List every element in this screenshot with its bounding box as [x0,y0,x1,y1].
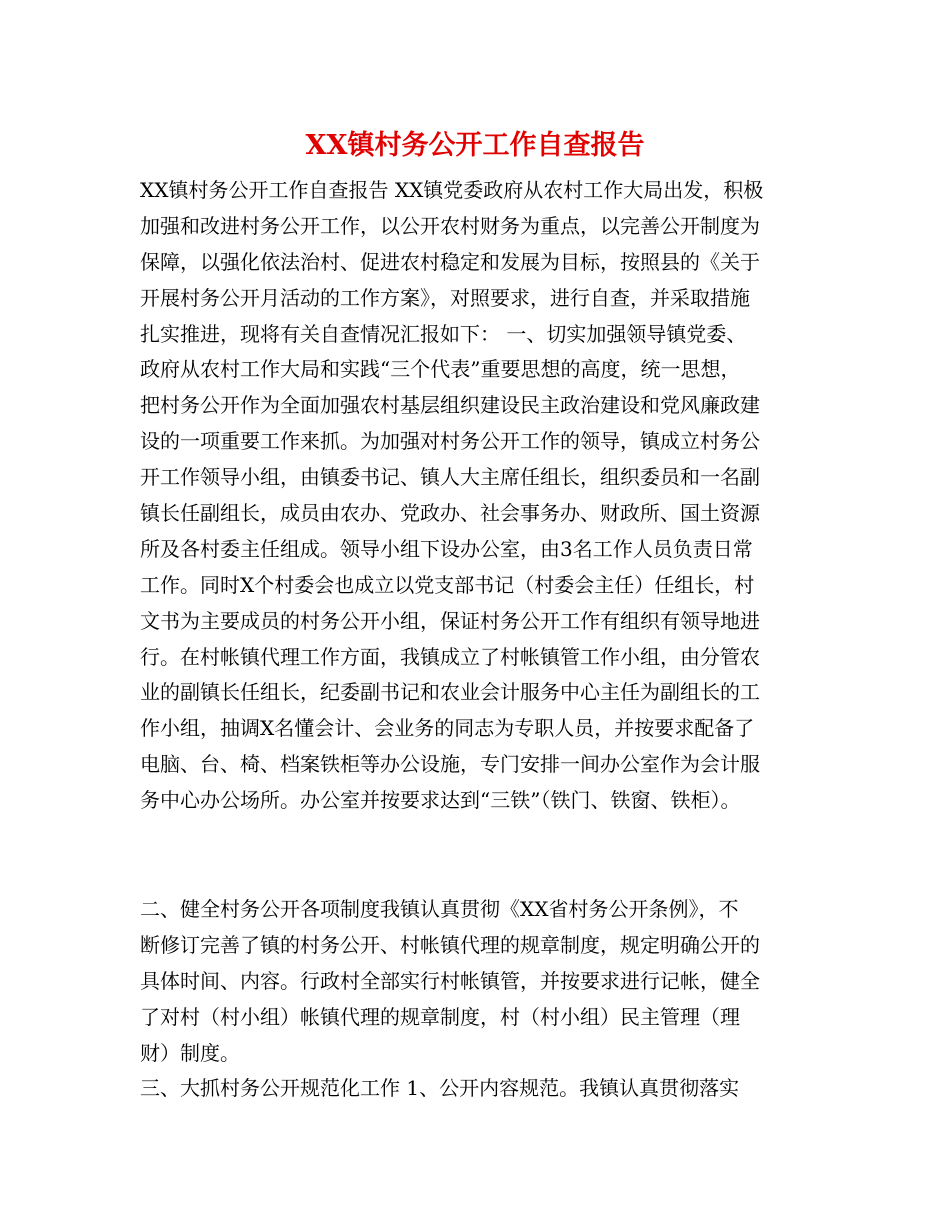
text-line: 工作。同时X个村委会也成立以党支部书记（村委会主任）任组长，村 [140,572,755,597]
text-line: 三、大抓村务公开规范化工作 1、公开内容规范。我镇认真贯彻落实 [140,1076,740,1101]
text-line: 行。在村帐镇代理工作方面，我镇成立了村帐镇管工作小组，由分管农 [140,644,760,669]
text-line: 加强和改进村务公开工作，以公开农村财务为重点，以完善公开制度为 [140,213,760,238]
text-line: 镇长任副组长，成员由农办、党政办、社会事务办、财政所、国土资源 [140,501,760,526]
text-line: 作小组，抽调X名懂会计、会业务的同志为专职人员，并按要求配备了 [140,716,755,741]
text-line: 设的一项重要工作来抓。为加强对村务公开工作的领导，镇成立村务公 [140,429,760,454]
text-line: 断修订完善了镇的村务公开、村帐镇代理的规章制度，规定明确公开的 [140,932,760,957]
text-line: 所及各村委主任组成。领导小组下设办公室，由3名工作人员负责日常 [140,536,753,561]
text-line: 政府从农村工作大局和实践“三个代表”重要思想的高度，统一思想， [140,357,741,382]
text-line: 开展村务公开月活动的工作方案》，对照要求，进行自查，并采取措施 [140,285,750,310]
text-line: 务中心办公场所。办公室并按要求达到“三铁”（铁门、铁窗、铁柜）。 [140,788,741,813]
text-line: 了对村（村小组）帐镇代理的规章制度，村（村小组）民主管理（理 [140,1004,740,1029]
text-line: 扎实推进，现将有关自查情况汇报如下： 一、切实加强领导镇党委、 [140,321,747,346]
text-line: 具体时间、内容。行政村全部实行村帐镇管，并按要求进行记帐，健全 [140,968,760,993]
text-line: 财）制度。 [140,1040,240,1065]
text-line: XX镇村务公开工作自查报告 XX镇党委政府从农村工作大局出发，积极 [140,178,764,202]
text-line: 文书为主要成员的村务公开小组，保证村务公开工作有组织有领导地进 [140,608,760,633]
text-line: 业的副镇长任组长，纪委副书记和农业会计服务中心主任为副组长的工 [140,680,760,705]
text-line: 把村务公开作为全面加强农村基层组织建设民主政治建设和党风廉政建 [140,393,760,418]
text-line: 保障，以强化依法治村、促进农村稳定和发展为目标，按照县的《关于 [140,249,760,274]
document-title: XX镇村务公开工作自查报告 [305,130,645,161]
text-line: 电脑、台、椅、档案铁柜等办公设施，专门安排一间办公室作为会计服 [140,752,760,777]
text-line: 二、健全村务公开各项制度我镇认真贯彻《XX省村务公开条例》，不 [140,897,739,921]
text-line: 开工作领导小组，由镇委书记、镇人大主席任组长，组织委员和一名副 [140,465,760,490]
paragraph-1 [140,173,824,819]
paragraph-2 [140,892,824,1107]
